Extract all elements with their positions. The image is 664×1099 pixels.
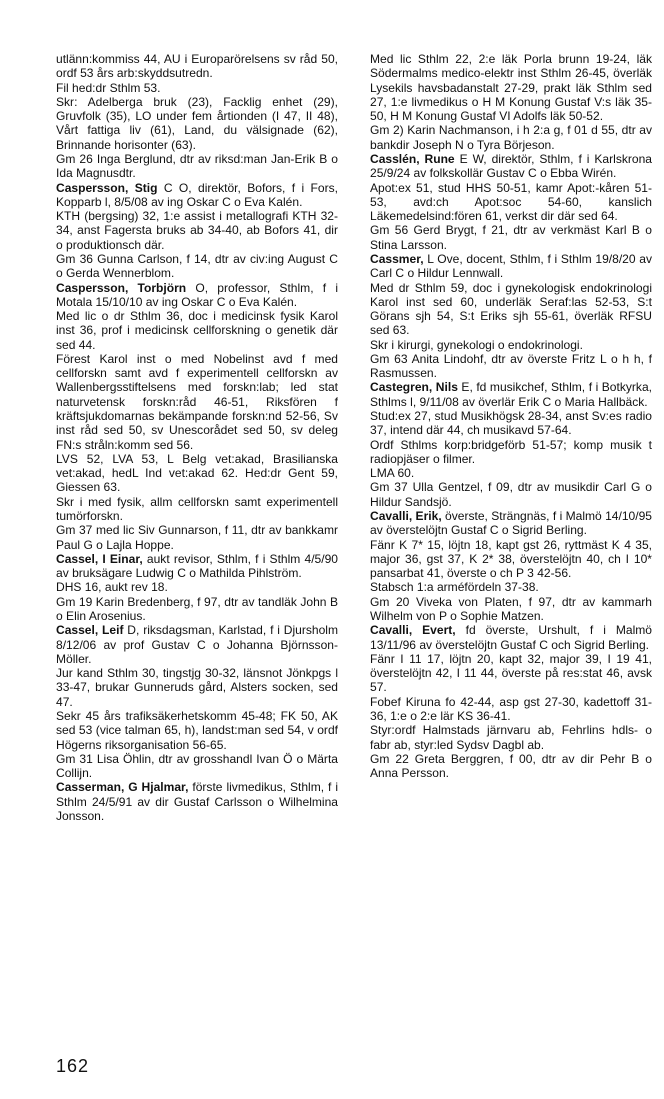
entry-paragraph xyxy=(56,52,338,81)
entry-paragraph xyxy=(56,523,338,552)
entry-paragraph xyxy=(56,666,338,709)
entry-paragraph xyxy=(370,52,652,123)
biography-entry xyxy=(370,152,652,181)
entry-name: Cassel, I Einar, xyxy=(56,551,143,566)
entry-text: Gm 2) Karin Nachmanson, i h 2:a g, f 01 d 55, dtr av bankdir Joseph N o Tyra Börjeson. xyxy=(370,123,652,152)
entry-text: Gm 22 Greta Berggren, f 00, dtr av dir Pehr B o Anna Persson. xyxy=(370,751,652,781)
entry-text: Skr i kirurgi, gynekologi o endokrinologi. xyxy=(370,337,583,352)
entry-paragraph xyxy=(370,123,652,152)
entry-text: Med dr Sthlm 59, doc i gynekologisk endokrinologi Karol inst sed 60, underläk Seraf:las 52-53, S:t Görans sjh 54, S:t Eriks sjh 55-61, överläk RFSU sed 63. xyxy=(370,280,652,338)
entry-text: Gm 20 Viveka von Platen, f 97, dtr av kammarh Wilhelm von P o Sophie Matzen. xyxy=(370,594,652,623)
entry-paragraph xyxy=(56,252,338,281)
entry-paragraph xyxy=(370,338,652,352)
entry-text: Stabsch 1:a arméfördeln 37-38. xyxy=(370,580,539,595)
biography-entry xyxy=(56,281,338,310)
entry-name: Casserman, G Hjalmar, xyxy=(56,780,189,795)
entry-text: fd överste, Urshult, f i Malmö 13/11/96 av överstelöjtn Gustaf C och Sigrid Berling. xyxy=(370,623,652,652)
page-number: 162 xyxy=(56,1056,90,1076)
biography-entry xyxy=(56,623,338,666)
entry-text: aukt revisor, Sthlm, f i Sthlm 4/5/90 av bruksägare Ludwig C o Mathilda Pihlström. xyxy=(56,551,339,581)
entry-text: Gm 37 Ulla Gentzel, f 09, dtr av musikdir Carl G o Hildur Sandsjö. xyxy=(370,480,652,509)
entry-paragraph xyxy=(370,223,652,252)
entry-text: E W, direktör, Sthlm, f i Karlskrona 25/9/24 av folkskollär Gustav C o Ebba Wirén. xyxy=(370,151,652,181)
entry-name: Castegren, Nils xyxy=(370,380,458,395)
entry-text: förste livmedikus, Sthlm, f i Sthlm 24/5/91 av dir Gustaf Carlsson o Wilhelmina Jonsson. xyxy=(56,780,338,823)
entry-paragraph xyxy=(56,95,338,152)
entry-text: Ordf Sthlms korp:bridgeförb 51-57; komp musik t radiopjäser o filmer. xyxy=(370,437,652,466)
entry-text: Gm 26 Inga Berglund, dtr av riksd:man Jan-Erik B o Ida Magnusdtr. xyxy=(56,151,338,181)
entry-paragraph xyxy=(370,723,652,752)
entry-name: Cavalli, Erik, xyxy=(370,509,442,523)
entry-paragraph xyxy=(370,580,652,594)
entry-paragraph xyxy=(56,209,338,252)
entry-paragraph xyxy=(370,281,652,338)
biography-entry xyxy=(56,780,338,823)
entry-name: Cassmer, xyxy=(370,251,424,266)
entry-paragraph xyxy=(370,181,652,224)
entry-name: Cassel, Leif xyxy=(56,623,124,638)
entry-text: Gm 37 med lic Siv Gunnarson, f 11, dtr av bankkamr Paul G o Lajla Hoppe. xyxy=(56,523,338,552)
entry-paragraph xyxy=(56,152,338,181)
entry-paragraph xyxy=(56,580,338,594)
entry-paragraph xyxy=(56,81,338,95)
entry-name: Caspersson, Stig xyxy=(56,180,158,195)
entry-text: Stud:ex 27, stud Musikhögsk 28-34, anst Sv:es radio 37, intend där 44, ch musikavd 57-64. xyxy=(370,409,652,438)
entry-paragraph xyxy=(56,452,338,495)
entry-text: Gm 63 Anita Lindohf, dtr av överste Fritz L o h h, f Rasmussen. xyxy=(370,351,652,381)
biography-entry xyxy=(370,509,652,538)
entry-text: utlänn:kommiss 44, AU i Europarörelsens sv råd 50, ordf 53 års arb:skyddsutredn. xyxy=(56,52,338,81)
entry-text: Apot:ex 51, stud HHS 50-51, kamr Apot:-kåren 51-53, avd:ch Apot:soc 54-60, kanslich Läkemedelsind:fören 61, verkst dir där sed 64. xyxy=(370,180,652,224)
entry-text: Med lic Sthlm 22, 2:e läk Porla brunn 19-24, läk Södermalms medico-elektr inst Sthlm 26-45, överläk Lysekils havsbadanstalt 27-29, prakt läk Sthlm sed 27, 1:e livmedikus o H M Konung Gustaf V:s läk 35-50, H M Konung Gustaf VI Adolfs läk 50-52. xyxy=(370,52,652,124)
entry-text: Fänr I 11 17, löjtn 20, kapt 32, major 39, I 19 41, överstelöjtn 42, I 11 44, överste på res:stat 46, avsk 57. xyxy=(370,651,652,695)
entry-text: LVS 52, LVA 53, L Belg vet:akad, Brasilianska vet:akad, hedL Ind vet:akad 62. Hed:dr Gent 59, Giessen 63. xyxy=(56,451,338,495)
entry-text: D, riksdagsman, Karlstad, f i Djursholm 8/12/06 av prof Gustav C o Johanna Björnsson-Möller. xyxy=(56,623,338,666)
entry-paragraph xyxy=(370,538,652,581)
entry-text: Skr i med fysik, allm cellforskn samt experimentell tumörforskn. xyxy=(56,494,338,523)
entry-text: Förest Karol inst o med Nobelinst avd f med cellforskn samt avd f experimentell cellforskn av Wallenbergsstiftelsens med forskn:lab; led stat naturvetensk forskn:råd 46-51, Riksfören f kräftsjukdomarnas bekämpande forskn:nd 52-56, Sv inst råd sed 50, sv Unescorådet sed 50, sv deleg FN:s stråln:komm sed 56. xyxy=(56,351,338,452)
entry-text: LMA 60. xyxy=(370,466,415,481)
entry-text: Gm 31 Lisa Öhlin, dtr av grosshandl Ivan Ö o Märta Collijn. xyxy=(56,751,338,781)
entry-paragraph xyxy=(370,480,652,509)
entry-paragraph xyxy=(56,309,338,352)
entry-text: Styr:ordf Halmstads järnvaru ab, Fehrlins hdls- o fabr ab, styr:led Sydsv Dagbl ab. xyxy=(370,723,652,752)
entry-paragraph xyxy=(370,595,652,624)
entry-text: L Ove, docent, Sthlm, f i Sthlm 19/8/20 av Carl C o Hildur Lennwall. xyxy=(370,251,652,281)
entry-text: E, fd musikchef, Sthlm, f i Botkyrka, Sthlms l, 9/11/08 av överlär Erik C o Maria Hallbäck. xyxy=(370,380,652,409)
entry-paragraph xyxy=(370,409,652,438)
entry-text: Jur kand Sthlm 30, tingstjg 30-32, länsnot Jönkpgs l 33-47, brukar Gunneruds gård, Alsters socken, sed 47. xyxy=(56,666,338,709)
entry-text: Sekr 45 års trafiksäkerhetskomm 45-48; FK 50, AK sed 53 (vice talman 65, h), landst:man sed 54, v ordf Högerns riksorganisation 56-65. xyxy=(56,708,338,752)
entry-text: Fil hed:dr Sthlm 53. xyxy=(56,80,161,95)
entry-name: Cavalli, Evert, xyxy=(370,623,456,638)
entry-paragraph xyxy=(370,466,652,480)
entry-paragraph xyxy=(370,695,652,724)
entry-paragraph xyxy=(56,352,338,452)
entry-name: Caspersson, Torbjörn xyxy=(56,280,187,295)
entry-paragraph xyxy=(56,495,338,524)
entry-text: Gm 19 Karin Bredenberg, f 97, dtr av tandläk John B o Elin Arosenius. xyxy=(56,594,338,623)
biography-entry xyxy=(370,623,652,652)
entry-text: Gm 56 Gerd Brygt, f 21, dtr av verkmäst Karl B o Stina Larsson. xyxy=(370,223,652,252)
biography-entry xyxy=(56,552,338,581)
entry-paragraph xyxy=(56,709,338,752)
entry-text: Fobef Kiruna fo 42-44, asp gst 27-30, kadettoff 31-36, 1:e o 2:e lär KS 36-41. xyxy=(370,694,652,723)
entry-paragraph xyxy=(370,752,652,781)
entry-text: DHS 16, aukt rev 18. xyxy=(56,580,168,595)
biography-entry xyxy=(370,252,652,281)
entry-text: överste, Strängnäs, f i Malmö 14/10/95 av överstelöjtn Gustaf C o Sigrid Berling. xyxy=(370,509,653,538)
entry-paragraph xyxy=(370,652,652,695)
entry-text: Fänr K 7* 15, löjtn 18, kapt gst 26, ryttmäst K 4 35, major 36, gst 37, K 2* 38, överstelöjtn 40, ch I 10* pansarbat 41, överste o ch P 3 42-56. xyxy=(370,537,652,581)
entry-paragraph xyxy=(370,352,652,381)
entry-paragraph xyxy=(370,438,652,467)
entry-text: Skr: Adelberga bruk (23), Facklig enhet (29), Gruvfolk (35), LO under fem årtionden (I 47, II 48), Vårt fattiga liv (61), Land, du välsignade (62), Brinnande horisonter (63). xyxy=(56,94,338,152)
entry-text: Med lic o dr Sthlm 36, doc i medicinsk fysik Karol inst 36, prof i medicinsk cellforskning o genetik där sed 44. xyxy=(56,309,338,352)
biography-entry xyxy=(56,181,338,210)
left-column xyxy=(56,52,338,823)
entry-text: O, professor, Sthlm, f i Motala 15/10/10 av ing Oskar C o Eva Kalén. xyxy=(56,280,338,309)
right-column xyxy=(370,52,652,780)
entry-text: C O, direktör, Bofors, f i Fors, Kopparb l, 8/5/08 av ing Oskar C o Eva Kalén. xyxy=(56,180,338,209)
entry-text: KTH (bergsing) 32, 1:e assist i metallografi KTH 32-34, anst Fagersta bruks ab 34-40, ab Bofors 41, dir o produktionsch där. xyxy=(56,209,338,252)
entry-name: Casslén, Rune xyxy=(370,151,455,166)
entry-paragraph xyxy=(56,752,338,781)
entry-paragraph xyxy=(56,595,338,624)
biography-entry xyxy=(370,380,652,409)
entry-text: Gm 36 Gunna Carlson, f 14, dtr av civ:ing August C o Gerda Wennerblom. xyxy=(56,251,338,281)
